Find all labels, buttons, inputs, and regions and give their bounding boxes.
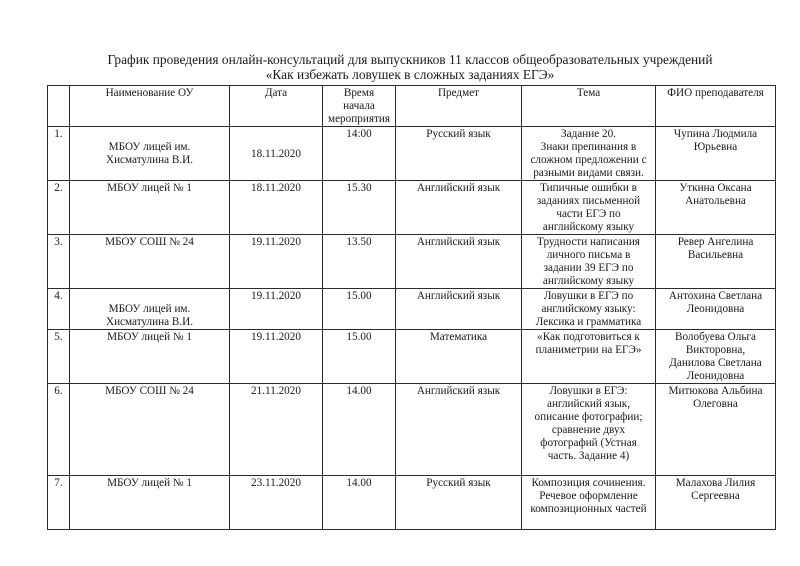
- table-row: [48, 476, 776, 530]
- cell-teacher: [656, 476, 776, 530]
- cell-text-line: Волобуева Ольга: [675, 331, 756, 343]
- cell-teacher: [656, 384, 776, 476]
- table-row: [48, 330, 776, 384]
- cell-text-line: Ревер Ангелина: [677, 236, 754, 248]
- cell-number: 4.: [48, 289, 70, 330]
- cell-number: 1.: [48, 127, 70, 181]
- table-row: [48, 289, 776, 330]
- cell-text-line: разными видами связи.: [533, 167, 644, 179]
- cell-text-line: английскому языку:: [541, 303, 636, 315]
- cell-number: 5.: [48, 330, 70, 384]
- cell-subject: Русский язык: [396, 476, 522, 530]
- table-header-row: [48, 86, 776, 127]
- cell-school: [70, 127, 230, 181]
- cell-date: 19.11.2020: [230, 289, 323, 330]
- cell-text-line: задании 39 ЕГЭ по: [543, 262, 634, 274]
- cell-text-line: МБОУ лицей № 1: [107, 331, 192, 343]
- cell-text-line: МБОУ лицей им.: [108, 303, 191, 315]
- cell-text-line: заданиях письменной: [536, 195, 641, 207]
- cell-time: 15.30: [323, 181, 396, 235]
- cell-topic: [522, 127, 656, 181]
- cell-time: 15.00: [323, 289, 396, 330]
- cell-text-line: Композиция сочинения.: [531, 477, 646, 489]
- cell-text-line: описание фотографии;: [534, 411, 643, 423]
- header-school: Наименование ОУ: [70, 86, 230, 127]
- cell-number: 3.: [48, 235, 70, 289]
- cell-text-line: личного письма в: [546, 249, 631, 261]
- document-title: График проведения онлайн-консультаций для выпускников 11 классов общеобразовательных учреждений: [107, 52, 713, 67]
- cell-date: 21.11.2020: [230, 384, 323, 476]
- cell-teacher: [656, 289, 776, 330]
- cell-text-line: Задание 20.: [561, 128, 616, 140]
- cell-number: 2.: [48, 181, 70, 235]
- header-time-line: мероприятия: [328, 113, 390, 125]
- cell-text-line: английский язык,: [546, 398, 630, 410]
- cell-text-line: Антохина Светлана: [668, 290, 763, 302]
- cell-time: 14:00: [323, 127, 396, 181]
- table-row: [48, 384, 776, 476]
- cell-text-line: Знаки препинания в: [540, 141, 637, 153]
- cell-text-line: Лексика и грамматика: [535, 316, 642, 328]
- cell-text-line: сложном предложении с: [530, 154, 647, 166]
- cell-school: [70, 384, 230, 476]
- cell-school: [70, 330, 230, 384]
- cell-spacer: [72, 290, 227, 303]
- header-time: [323, 86, 396, 127]
- cell-subject: Английский язык: [396, 235, 522, 289]
- cell-text-line: МБОУ СОШ № 24: [105, 385, 194, 397]
- cell-date: 23.11.2020: [230, 476, 323, 530]
- cell-text-line: Леонидовна: [686, 303, 745, 315]
- cell-text-line: Данилова Светлана: [669, 357, 762, 369]
- cell-subject: Русский язык: [396, 127, 522, 181]
- cell-text-line: МБОУ СОШ № 24: [105, 236, 194, 248]
- cell-text-line: МБОУ лицей № 1: [107, 477, 192, 489]
- cell-time: 15.00: [323, 330, 396, 384]
- header-teacher: ФИО преподавателя: [656, 86, 776, 127]
- cell-time: 14.00: [323, 384, 396, 476]
- cell-topic: [522, 476, 656, 530]
- cell-number: 6.: [48, 384, 70, 476]
- cell-text-line: английскому языку: [542, 275, 635, 287]
- cell-text-line: Леонидовна: [686, 370, 745, 382]
- header-topic: Тема: [522, 86, 656, 127]
- document-subtitle: «Как избежать ловушек в сложных заданиях ЕГЭ»: [265, 67, 555, 82]
- cell-number: 7.: [48, 476, 70, 530]
- cell-text-line: Хисматулина В.И.: [105, 316, 193, 328]
- cell-text-line: Ловушки в ЕГЭ:: [549, 385, 628, 397]
- cell-text-line: английскому языку: [542, 221, 635, 233]
- cell-teacher: [656, 127, 776, 181]
- cell-text-line: планиметрии на ЕГЭ»: [535, 344, 642, 356]
- cell-teacher: [656, 181, 776, 235]
- cell-school: [70, 235, 230, 289]
- cell-topic: [522, 181, 656, 235]
- cell-date: 18.11.2020: [230, 127, 323, 181]
- table-row: [48, 181, 776, 235]
- cell-teacher: [656, 330, 776, 384]
- cell-text-line: Сергеевна: [691, 490, 740, 502]
- cell-text-line: Олеговна: [693, 398, 738, 410]
- cell-subject: Математика: [396, 330, 522, 384]
- cell-text-line: сравнение двух: [551, 424, 626, 436]
- cell-text-line: часть. Задание 4): [547, 450, 630, 462]
- table-row: [48, 235, 776, 289]
- cell-date: 18.11.2020: [230, 181, 323, 235]
- cell-school: [70, 289, 230, 330]
- header-subject: Предмет: [396, 86, 522, 127]
- cell-date: 19.11.2020: [230, 235, 323, 289]
- cell-text-line: Типичные ошибки в: [540, 182, 637, 194]
- cell-text-line: МБОУ лицей № 1: [107, 182, 192, 194]
- cell-subject: Английский язык: [396, 181, 522, 235]
- cell-school: [70, 181, 230, 235]
- cell-text-line: Анатольевна: [685, 195, 746, 207]
- cell-text-line: Уткина Оксана: [679, 182, 752, 194]
- cell-subject: Английский язык: [396, 384, 522, 476]
- cell-text-line: композиционных частей: [530, 503, 647, 515]
- table-body: [48, 127, 776, 530]
- cell-text-line: Митюкова Альбина: [668, 385, 763, 397]
- cell-text-line: Ловушки в ЕГЭ по: [543, 290, 634, 302]
- cell-text-line: Речевое оформление: [539, 490, 638, 502]
- cell-time: 13.50: [323, 235, 396, 289]
- consultation-schedule-table: [47, 85, 776, 530]
- cell-text-line: Малахова Лилия: [675, 477, 756, 489]
- header-date: Дата: [230, 86, 323, 127]
- cell-date: 19.11.2020: [230, 330, 323, 384]
- cell-topic: [522, 235, 656, 289]
- cell-subject: Английский язык: [396, 289, 522, 330]
- cell-text-line: Юрьевна: [693, 141, 738, 153]
- cell-topic: [522, 289, 656, 330]
- cell-text-line: Хисматулина В.И.: [105, 154, 193, 166]
- header-number: [48, 86, 70, 127]
- cell-school: [70, 476, 230, 530]
- header-time-line: Время: [343, 87, 375, 99]
- cell-teacher: [656, 235, 776, 289]
- cell-text-line: Викторовна,: [685, 344, 746, 356]
- cell-text-line: Чупина Людмила: [673, 128, 758, 140]
- header-time-line: начала: [343, 100, 375, 112]
- table-row: [48, 127, 776, 181]
- cell-topic: [522, 330, 656, 384]
- cell-topic: [522, 384, 656, 476]
- cell-time: 14.00: [323, 476, 396, 530]
- cell-text-line: фотографий (Устная: [540, 437, 637, 449]
- cell-text-line: Трудности написания: [537, 236, 640, 248]
- cell-text-line: МБОУ лицей им.: [108, 141, 191, 153]
- cell-text-line: части ЕГЭ по: [556, 208, 621, 220]
- cell-text-line: Васильевна: [687, 249, 744, 261]
- cell-text-line: «Как подготовиться к: [537, 331, 640, 343]
